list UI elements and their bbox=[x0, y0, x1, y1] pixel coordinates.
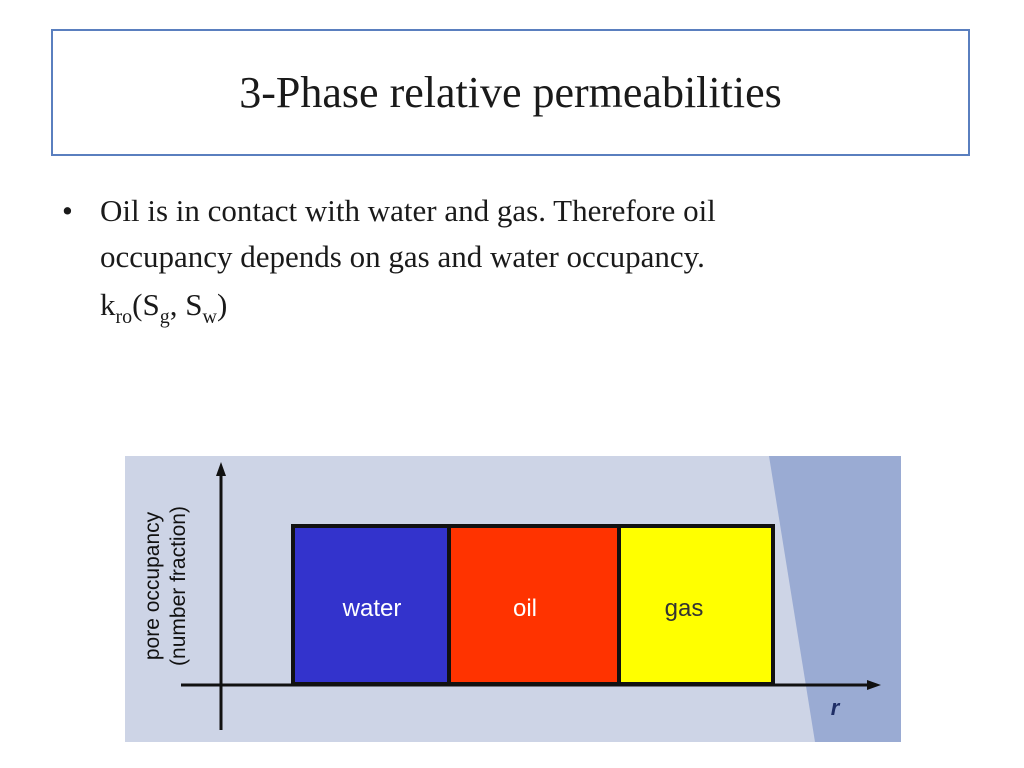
bullet-line-2: occupancy depends on gas and water occupancy. bbox=[100, 239, 705, 274]
formula-sg-subscript: g bbox=[159, 306, 170, 328]
formula-k: k bbox=[100, 287, 116, 322]
pore-occupancy-figure bbox=[125, 456, 901, 742]
formula-k-subscript: ro bbox=[115, 306, 133, 328]
y-axis-label-line-1: pore occupancy bbox=[141, 511, 164, 661]
gas-label: gas bbox=[664, 595, 704, 622]
bullet-marker: • bbox=[62, 193, 73, 228]
bullet-item bbox=[62, 188, 962, 280]
bullet-list bbox=[62, 188, 962, 328]
title-box bbox=[51, 29, 970, 156]
x-axis-label: r bbox=[830, 695, 840, 720]
pore-occupancy-diagram bbox=[125, 456, 901, 742]
y-axis-label-line-2: (number fraction) bbox=[167, 506, 190, 666]
kro-formula bbox=[100, 282, 962, 328]
oil-label: oil bbox=[512, 595, 538, 622]
formula-close: ) bbox=[216, 287, 228, 322]
bullet-text bbox=[100, 188, 716, 280]
formula-sw-subscript: w bbox=[202, 306, 217, 328]
formula-open: (S bbox=[132, 287, 160, 322]
formula-separator: , S bbox=[169, 287, 203, 322]
water-label: water bbox=[342, 595, 402, 622]
slide-title: 3-Phase relative permeabilities bbox=[239, 68, 782, 117]
bullet-line-1: Oil is in contact with water and gas. Therefore oil bbox=[100, 193, 716, 228]
